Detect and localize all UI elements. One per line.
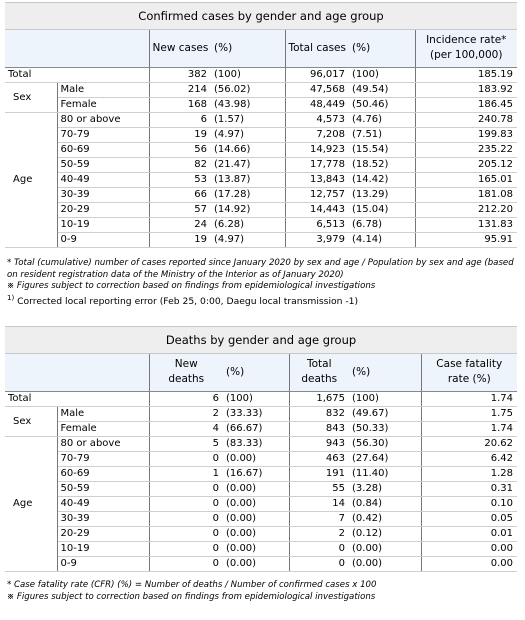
- sex-row-new: 4: [149, 421, 223, 436]
- age-row-total-pct: (13.29): [349, 187, 415, 202]
- age-row-total-pct: (11.40): [349, 466, 421, 481]
- age-row-rate: 165.01: [415, 172, 517, 187]
- table-row: [5, 112, 517, 127]
- age-row-total: 14,923: [285, 142, 349, 157]
- age-row-new-pct: (0.00): [223, 496, 289, 511]
- confirmed-table-title: Confirmed cases by gender and age group: [5, 2, 517, 30]
- age-row-total: 191: [289, 466, 349, 481]
- age-row-rate: 0.10: [421, 496, 517, 511]
- age-row-label: 10-19: [57, 541, 149, 556]
- deaths-table-title: Deaths by gender and age group: [5, 326, 517, 354]
- age-group-label: Age: [5, 436, 57, 571]
- sex-row-total-pct: (49.54): [349, 82, 415, 97]
- table-row: [5, 157, 517, 172]
- confirmed-header-blank: [5, 30, 149, 67]
- age-row-rate: 181.08: [415, 187, 517, 202]
- age-row-new: 0: [149, 481, 223, 496]
- table-row: [5, 526, 517, 541]
- sex-row-rate: 186.45: [415, 97, 517, 112]
- sex-row-total: 843: [289, 421, 349, 436]
- footnote-text: Corrected local reporting error (Feb 25, 0:00, Daegu local transmission -1): [17, 295, 359, 307]
- age-row-total: 2: [289, 526, 349, 541]
- age-row-new: 6: [149, 112, 211, 127]
- total-row-total-pct: (100): [349, 391, 421, 406]
- age-row-new: 56: [149, 142, 211, 157]
- deaths-table: [5, 354, 517, 572]
- age-row-new: 66: [149, 187, 211, 202]
- age-row-new-pct: (0.00): [223, 556, 289, 571]
- deaths-header-cfr-line2: rate (%): [447, 373, 491, 386]
- deaths-header-total-pct: (%): [349, 354, 421, 391]
- table-row: [5, 421, 517, 436]
- age-row-total: 12,757: [285, 187, 349, 202]
- age-row-label: 50-59: [57, 157, 149, 172]
- confirmed-header-total-cases: Total cases: [285, 30, 349, 67]
- table-row: [5, 541, 517, 556]
- confirmed-header-incidence-line1: Incidence rate*: [426, 34, 507, 47]
- age-row-total: 0: [289, 556, 349, 571]
- age-row-total: 3,979: [285, 232, 349, 247]
- age-row-new-pct: (6.28): [211, 217, 285, 232]
- age-row-label: 80 or above: [57, 436, 149, 451]
- confirmed-header-incidence: [415, 30, 517, 67]
- table-row: [5, 67, 517, 82]
- table-row: [5, 451, 517, 466]
- age-row-rate: 6.42: [421, 451, 517, 466]
- age-row-new: 0: [149, 451, 223, 466]
- age-row-new-pct: (83.33): [223, 436, 289, 451]
- confirmed-header-new-pct: (%): [211, 30, 285, 67]
- age-row-total-pct: (4.14): [349, 232, 415, 247]
- sex-row-rate: 183.92: [415, 82, 517, 97]
- total-row-new-pct: (100): [211, 67, 285, 82]
- age-group-label: Age: [5, 112, 57, 247]
- age-row-total: 55: [289, 481, 349, 496]
- age-row-total: 7: [289, 511, 349, 526]
- table-row: [5, 406, 517, 421]
- age-row-rate: 0.00: [421, 556, 517, 571]
- table-row: [5, 232, 517, 247]
- sex-row-label: Female: [57, 421, 149, 436]
- age-row-new: 0: [149, 541, 223, 556]
- table-row: [5, 436, 517, 451]
- age-row-rate: 235.22: [415, 142, 517, 157]
- age-row-new-pct: (0.00): [223, 541, 289, 556]
- age-row-label: 70-79: [57, 451, 149, 466]
- age-row-label: 20-29: [57, 526, 149, 541]
- age-row-label: 30-39: [57, 187, 149, 202]
- age-row-total-pct: (56.30): [349, 436, 421, 451]
- age-row-total-pct: (6.78): [349, 217, 415, 232]
- table-row: [5, 481, 517, 496]
- age-row-label: 60-69: [57, 142, 149, 157]
- age-row-rate: 95.91: [415, 232, 517, 247]
- age-row-label: 40-49: [57, 172, 149, 187]
- age-row-label: 0-9: [57, 556, 149, 571]
- footnote-marker: 1): [7, 293, 15, 302]
- age-row-new-pct: (4.97): [211, 127, 285, 142]
- sex-row-new: 2: [149, 406, 223, 421]
- age-row-rate: 131.83: [415, 217, 517, 232]
- age-row-label: 0-9: [57, 232, 149, 247]
- age-row-new: 82: [149, 157, 211, 172]
- age-row-new-pct: (14.92): [211, 202, 285, 217]
- age-row-rate: 1.28: [421, 466, 517, 481]
- confirmed-table: [5, 30, 517, 248]
- age-row-total-pct: (27.64): [349, 451, 421, 466]
- age-row-label: 50-59: [57, 481, 149, 496]
- total-label: Total: [5, 67, 149, 82]
- total-label: Total: [5, 391, 149, 406]
- age-row-rate: 20.62: [421, 436, 517, 451]
- age-row-total: 14,443: [285, 202, 349, 217]
- total-row-rate: 185.19: [415, 67, 517, 82]
- age-row-rate: 240.78: [415, 112, 517, 127]
- total-row-new: 382: [149, 67, 211, 82]
- age-row-label: 30-39: [57, 511, 149, 526]
- table-row: [5, 82, 517, 97]
- age-row-total-pct: (0.12): [349, 526, 421, 541]
- sex-row-label: Male: [57, 406, 149, 421]
- age-row-new-pct: (0.00): [223, 511, 289, 526]
- sex-group-label: Sex: [5, 406, 57, 436]
- age-row-new: 0: [149, 511, 223, 526]
- table-row: [5, 556, 517, 571]
- sex-row-label: Female: [57, 97, 149, 112]
- age-row-new-pct: (14.66): [211, 142, 285, 157]
- table-row: [5, 187, 517, 202]
- confirmed-notes: [7, 258, 515, 307]
- age-row-new-pct: (13.87): [211, 172, 285, 187]
- age-row-total: 4,573: [285, 112, 349, 127]
- confirmed-header-incidence-line2: (per 100,000): [430, 49, 503, 62]
- age-row-new: 5: [149, 436, 223, 451]
- age-row-rate: 0.00: [421, 541, 517, 556]
- sex-row-rate: 1.75: [421, 406, 517, 421]
- age-row-total: 7,208: [285, 127, 349, 142]
- age-row-new-pct: (1.57): [211, 112, 285, 127]
- age-row-rate: 212.20: [415, 202, 517, 217]
- age-row-total-pct: (0.84): [349, 496, 421, 511]
- age-row-label: 40-49: [57, 496, 149, 511]
- deaths-note-correction: ※ Figures subject to correction based on findings from epidemiological investigations: [7, 591, 376, 602]
- deaths-header-new-line2: deaths: [168, 373, 205, 386]
- age-row-new: 57: [149, 202, 211, 217]
- age-row-total: 14: [289, 496, 349, 511]
- age-row-new: 19: [149, 232, 211, 247]
- age-row-total: 463: [289, 451, 349, 466]
- age-row-rate: 0.31: [421, 481, 517, 496]
- age-row-label: 20-29: [57, 202, 149, 217]
- age-row-total: 13,843: [285, 172, 349, 187]
- deaths-header-total-line1: Total: [306, 358, 332, 371]
- table-row: [5, 466, 517, 481]
- table-row: [5, 127, 517, 142]
- deaths-note-cfr: * Case fatality rate (CFR) (%) = Number of deaths / Number of confirmed cases x 100: [7, 580, 377, 590]
- total-row-rate: 1.74: [421, 391, 517, 406]
- total-row-total: 1,675: [289, 391, 349, 406]
- sex-row-new-pct: (56.02): [211, 82, 285, 97]
- age-row-new-pct: (0.00): [223, 451, 289, 466]
- sex-row-label: Male: [57, 82, 149, 97]
- deaths-header-blank: [5, 354, 149, 391]
- sex-row-new-pct: (43.98): [211, 97, 285, 112]
- deaths-header-total-line2: deaths: [301, 373, 338, 386]
- sex-row-total-pct: (50.33): [349, 421, 421, 436]
- table-row: [5, 172, 517, 187]
- age-row-new: 0: [149, 526, 223, 541]
- age-row-rate: 205.12: [415, 157, 517, 172]
- age-row-total-pct: (0.42): [349, 511, 421, 526]
- age-row-new-pct: (0.00): [223, 526, 289, 541]
- deaths-header-cfr: [421, 354, 517, 391]
- total-row-new: 6: [149, 391, 223, 406]
- age-row-total-pct: (15.54): [349, 142, 415, 157]
- age-row-total-pct: (18.52): [349, 157, 415, 172]
- age-row-new-pct: (4.97): [211, 232, 285, 247]
- age-row-label: 60-69: [57, 466, 149, 481]
- age-row-label: 80 or above: [57, 112, 149, 127]
- sex-row-new-pct: (33.33): [223, 406, 289, 421]
- age-row-rate: 0.05: [421, 511, 517, 526]
- age-row-new: 53: [149, 172, 211, 187]
- confirmed-header-new-cases: New cases: [149, 30, 211, 67]
- age-row-new: 24: [149, 217, 211, 232]
- deaths-section: [5, 326, 517, 572]
- age-row-total-pct: (4.76): [349, 112, 415, 127]
- age-row-rate: 199.83: [415, 127, 517, 142]
- table-row: [5, 142, 517, 157]
- table-row: [5, 496, 517, 511]
- age-row-new: 0: [149, 556, 223, 571]
- sex-row-total-pct: (49.67): [349, 406, 421, 421]
- confirmed-note-correction: ※ Figures subject to correction based on findings from epidemiological investigations: [7, 281, 376, 291]
- sex-row-total: 832: [289, 406, 349, 421]
- age-row-total: 17,778: [285, 157, 349, 172]
- age-row-total: 6,513: [285, 217, 349, 232]
- sex-row-new: 168: [149, 97, 211, 112]
- age-row-rate: 0.01: [421, 526, 517, 541]
- age-row-total-pct: (15.04): [349, 202, 415, 217]
- age-row-new-pct: (17.28): [211, 187, 285, 202]
- confirmed-note-definition: * Total (cumulative) number of cases reported since January 2020 by sex and age / Population by sex and age (based on resident registration data of the Ministry of the Interior as of January 2020): [7, 258, 514, 280]
- total-row-total-pct: (100): [349, 67, 415, 82]
- age-row-total: 943: [289, 436, 349, 451]
- deaths-notes: [7, 580, 515, 603]
- age-row-new: 0: [149, 496, 223, 511]
- age-row-total-pct: (0.00): [349, 556, 421, 571]
- table-row: [5, 97, 517, 112]
- age-row-new: 1: [149, 466, 223, 481]
- deaths-header-new-line1: New: [174, 358, 198, 371]
- sex-row-total: 47,568: [285, 82, 349, 97]
- sex-row-new: 214: [149, 82, 211, 97]
- sex-row-new-pct: (66.67): [223, 421, 289, 436]
- deaths-header-new: [149, 354, 223, 391]
- confirmed-header-total-pct: (%): [349, 30, 415, 67]
- age-row-total-pct: (14.42): [349, 172, 415, 187]
- deaths-header-total: [289, 354, 349, 391]
- age-row-new-pct: (0.00): [223, 481, 289, 496]
- confirmed-section: [5, 2, 517, 248]
- age-row-new: 19: [149, 127, 211, 142]
- sex-row-total: 48,449: [285, 97, 349, 112]
- total-row-total: 96,017: [285, 67, 349, 82]
- age-row-total-pct: (0.00): [349, 541, 421, 556]
- age-row-total-pct: (3.28): [349, 481, 421, 496]
- confirmed-footnote: [7, 293, 515, 308]
- sex-row-rate: 1.74: [421, 421, 517, 436]
- age-row-label: 70-79: [57, 127, 149, 142]
- age-row-total-pct: (7.51): [349, 127, 415, 142]
- table-row: [5, 391, 517, 406]
- age-row-new-pct: (16.67): [223, 466, 289, 481]
- deaths-header-new-pct: (%): [223, 354, 289, 391]
- table-row: [5, 202, 517, 217]
- age-row-new-pct: (21.47): [211, 157, 285, 172]
- sex-group-label: Sex: [5, 82, 57, 112]
- table-row: [5, 511, 517, 526]
- sex-row-total-pct: (50.46): [349, 97, 415, 112]
- total-row-new-pct: (100): [223, 391, 289, 406]
- table-row: [5, 217, 517, 232]
- age-row-label: 10-19: [57, 217, 149, 232]
- deaths-header-cfr-line1: Case fatality: [436, 358, 503, 371]
- age-row-total: 0: [289, 541, 349, 556]
